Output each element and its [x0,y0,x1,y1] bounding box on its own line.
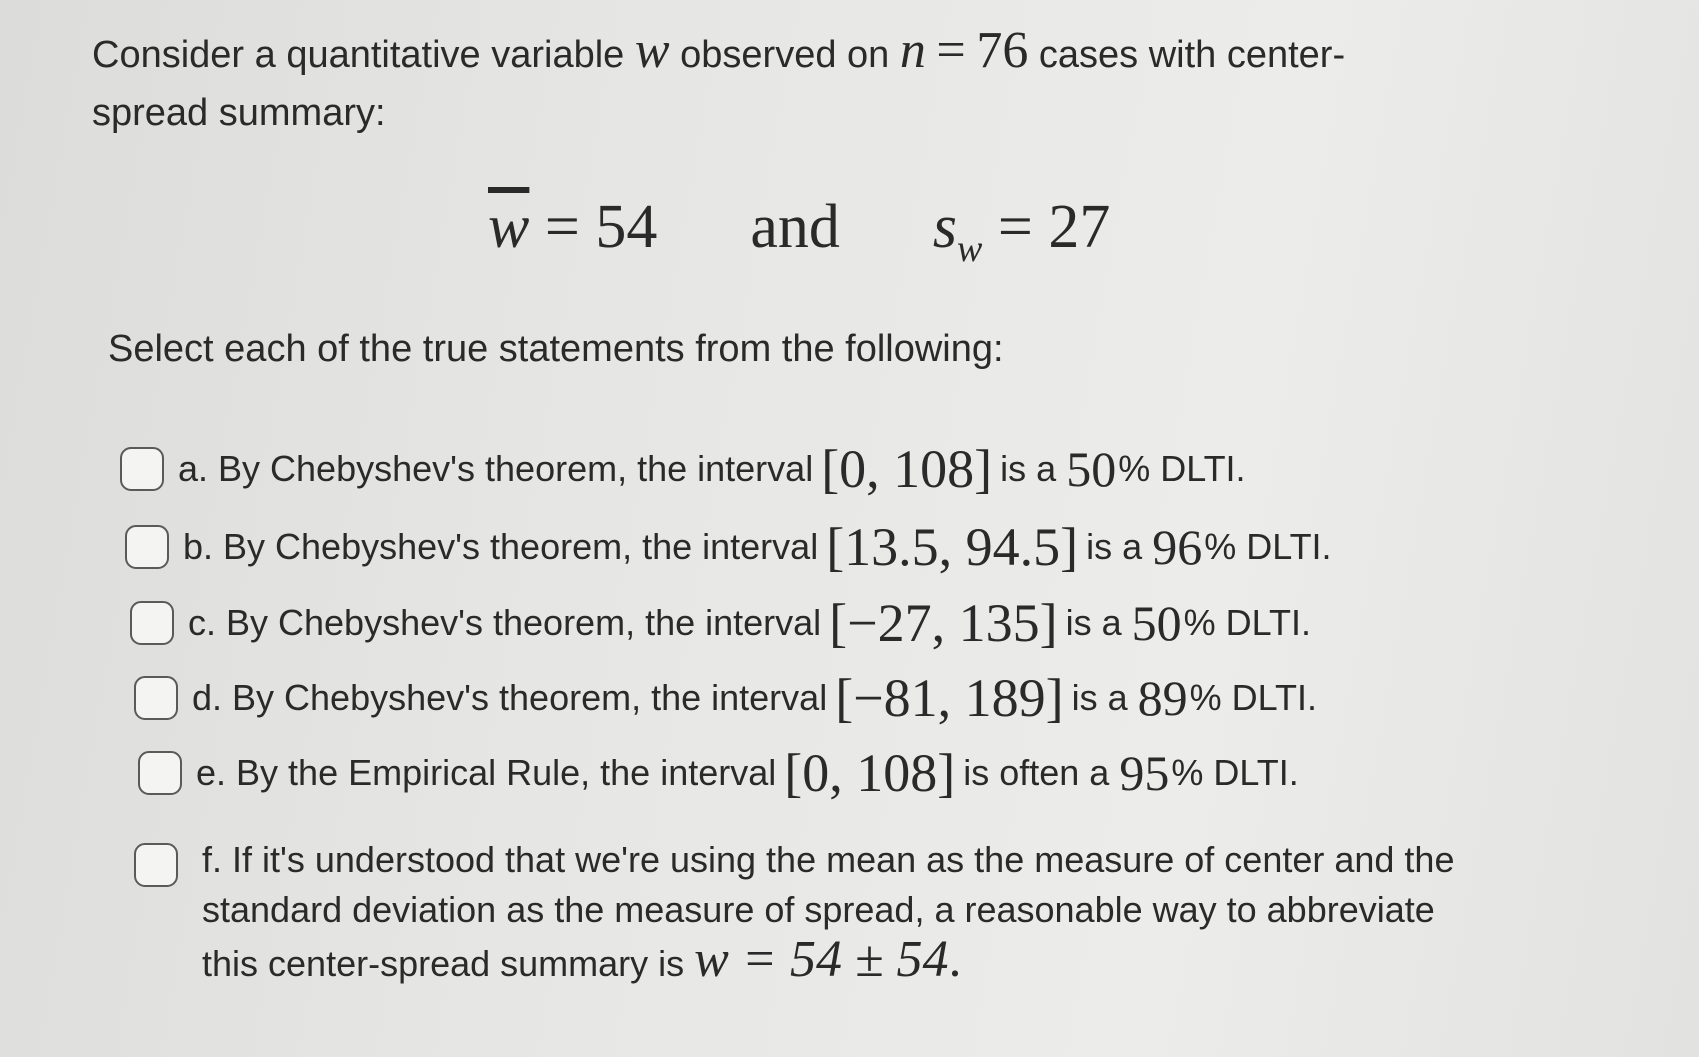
checkbox-d[interactable] [134,676,178,720]
option-c[interactable] [130,592,1311,654]
option-d-pct: 89 [1137,670,1188,726]
option-c-pct: 50 [1131,595,1182,651]
option-d-post: % DLTI. [1189,677,1318,718]
option-d-text: d. By Chebyshev's theorem, the interval [192,677,828,718]
intro-text-mid: observed on [680,34,890,76]
option-b[interactable] [125,516,1332,578]
option-e-pct: 95 [1119,745,1170,801]
option-a-interval: [0, 108] [821,439,993,499]
sd-value: 27 [1048,193,1111,261]
option-e[interactable] [138,742,1299,804]
option-e-post: % DLTI. [1171,752,1299,793]
n-equals: = [936,22,966,79]
option-c-text: c. By Chebyshev's theorem, the interval [188,602,822,643]
n-value: 76 [976,22,1029,79]
intro-text-post: cases with center-spread summary: [92,34,1346,134]
option-c-interval: [−27, 135] [829,593,1058,653]
option-d-interval: [−81, 189] [835,668,1064,728]
n-symbol: n [899,22,926,79]
option-e-interval: [0, 108] [784,743,956,803]
option-a[interactable] [120,438,1246,500]
intro-text-pre: Consider a quantitative variable [92,34,625,76]
mean-symbol: $\overline{w}$ [488,193,530,261]
option-d[interactable] [134,667,1317,729]
option-b-post: % DLTI. [1204,526,1332,567]
option-b-pct: 96 [1152,519,1203,575]
option-f-body [202,835,1470,989]
checkbox-f[interactable] [134,843,178,887]
option-f-math: w = 54 ± 54 [694,931,949,988]
option-f-end: . [948,931,962,988]
checkbox-b[interactable] [125,525,169,569]
summary-display [488,192,1110,271]
mean-value: 54 [595,193,658,261]
option-a-text: a. By Chebyshev's theorem, the interval [178,448,814,489]
instruction-prompt: Select each of the true statements from the following: [108,328,1004,370]
option-f-text: f. If it's understood that we're using the mean as the measure of center and the standard deviation as the measure of spread, a reasonable way to abbreviate this center-spread summary is [202,839,1455,984]
checkbox-a[interactable] [120,447,164,491]
option-a-mid: is a [1000,448,1057,489]
option-c-post: % DLTI. [1183,602,1311,643]
sd-equals: = [997,193,1033,261]
question-intro [92,22,1442,142]
option-e-mid: is often a [963,752,1110,793]
option-e-text: e. By the Empirical Rule, the interval [196,752,777,793]
option-a-post: % DLTI. [1118,448,1246,489]
option-b-text: b. By Chebyshev's theorem, the interval [183,526,819,567]
sd-symbol: s [932,193,957,261]
option-c-mid: is a [1065,602,1122,643]
checkbox-e[interactable] [138,751,182,795]
option-d-mid: is a [1071,677,1128,718]
mean-equals: = [544,193,580,261]
option-b-mid: is a [1086,526,1143,567]
sd-subscript: w [957,228,983,270]
option-f[interactable] [140,835,1470,989]
option-b-interval: [13.5, 94.5] [826,517,1079,577]
checkbox-c[interactable] [130,601,174,645]
variable-symbol: w [634,22,670,79]
option-a-pct: 50 [1066,441,1117,497]
summary-joiner: and [750,193,840,261]
